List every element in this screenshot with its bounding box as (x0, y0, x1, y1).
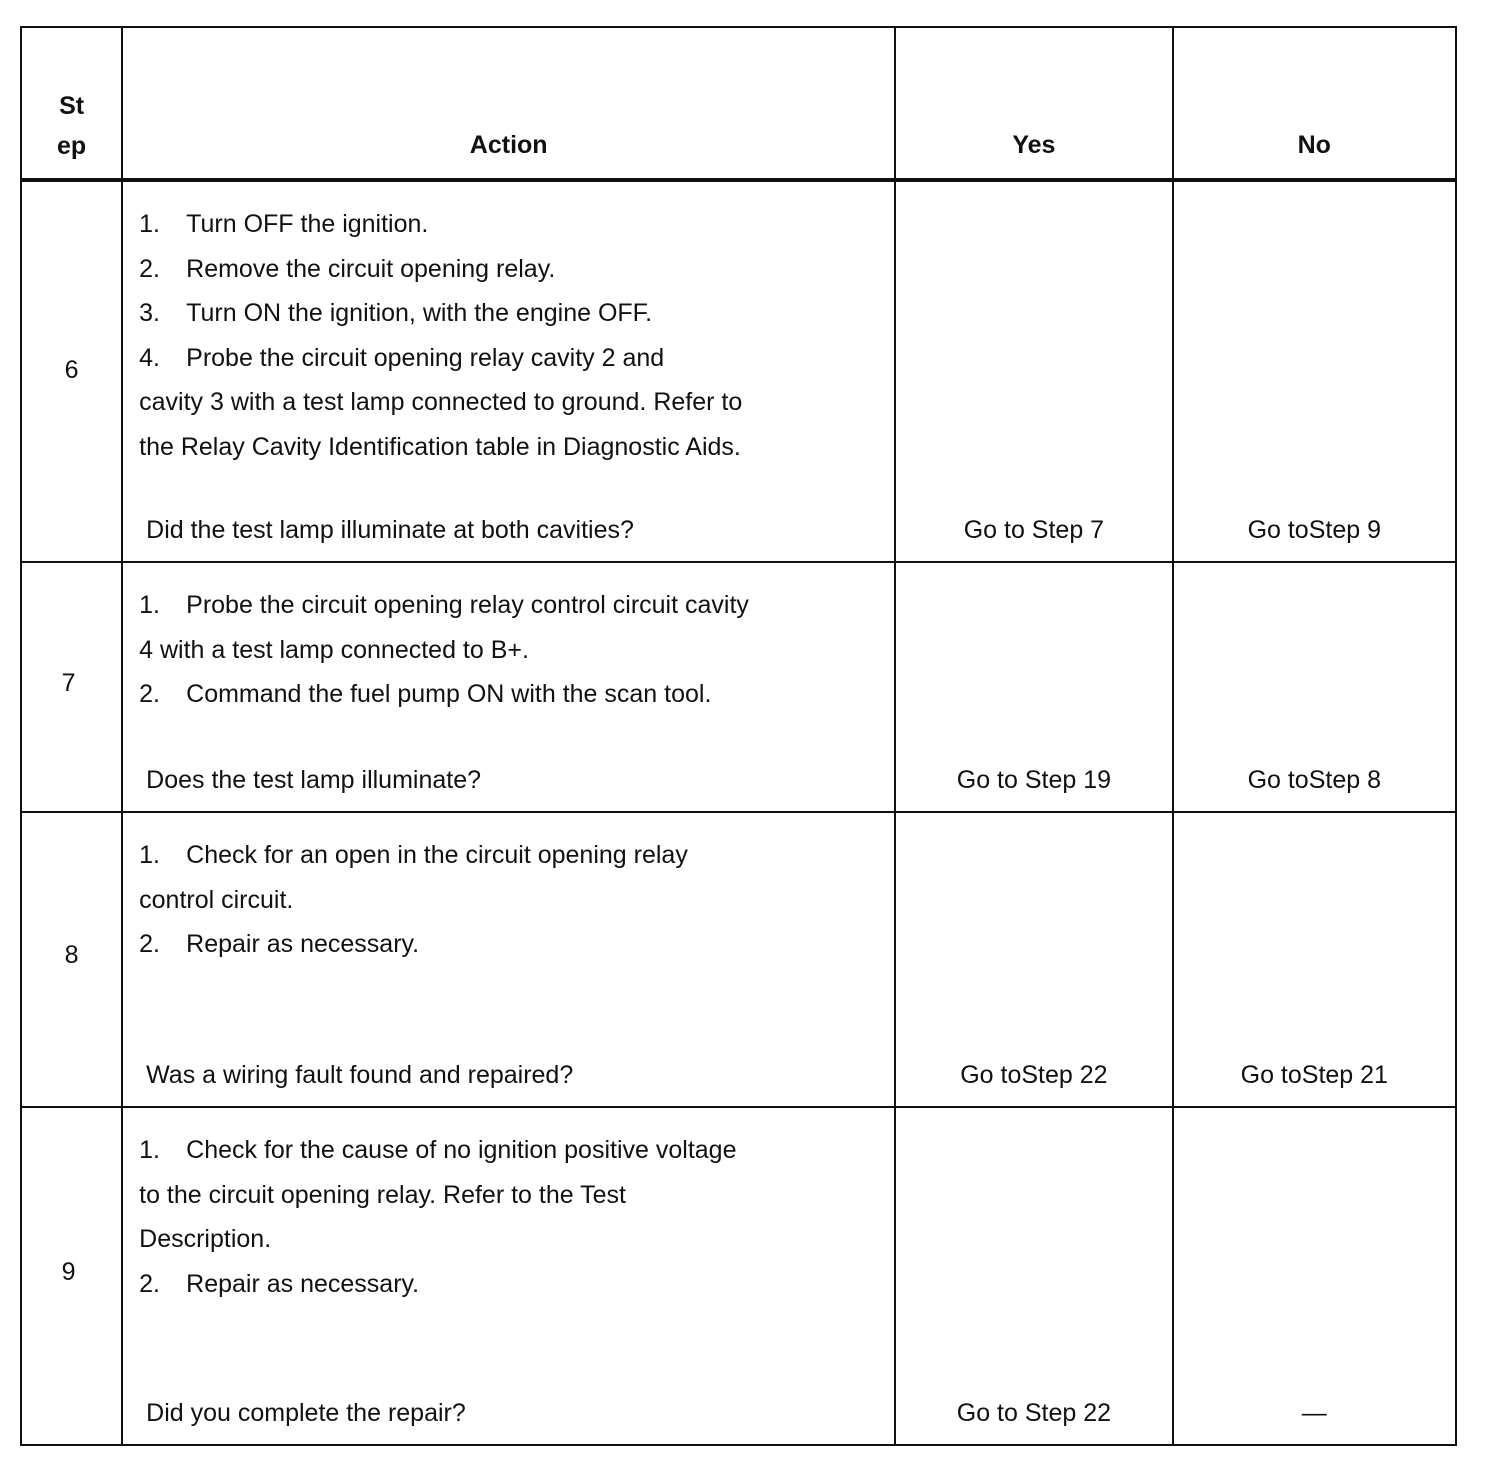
action-line-number: 2. (139, 254, 160, 283)
no-link[interactable]: Go toStep 21 (1240, 1061, 1388, 1089)
action-line-text: Description. (139, 1225, 272, 1254)
action-line-text: Repair as necessary. (186, 1269, 420, 1298)
action-line (139, 247, 884, 292)
action-list (139, 202, 884, 470)
step-number: 9 (61, 1258, 76, 1286)
action-line-number: 1. (139, 591, 160, 619)
action-line-number: 2. (139, 930, 160, 959)
no-link[interactable]: Go toStep 9 (1247, 516, 1381, 544)
action-line-text: Remove the circuit opening relay. (186, 254, 556, 283)
action-line-text: the Relay Cavity Identification table in Diagnostic Aids. (139, 432, 741, 461)
action-list (139, 583, 884, 717)
action-line (139, 672, 884, 717)
step-cell (21, 1107, 122, 1445)
question-text: Does the test lamp illuminate? (146, 766, 482, 794)
action-line-text: control circuit. (139, 885, 294, 914)
yes-link[interactable]: Go to Step 7 (963, 516, 1105, 544)
no-cell (1173, 562, 1456, 812)
step-cell (21, 180, 122, 562)
action-line-text: Check for the cause of no ignition positive voltage (186, 1136, 737, 1164)
action-line (139, 922, 884, 967)
header-action: Action (469, 131, 548, 159)
action-cell (122, 562, 895, 812)
yes-link[interactable]: Go to Step 22 (956, 1399, 1112, 1427)
no-dash: — (1301, 1399, 1327, 1427)
action-line (139, 380, 884, 425)
action-line-text: Turn ON the ignition, with the engine OFF. (186, 299, 653, 328)
action-line-text: 4 with a test lamp connected to B+. (139, 635, 529, 664)
header-step: St ep (56, 92, 87, 160)
diagnostic-table (20, 26, 1457, 1446)
action-line (139, 583, 884, 628)
step-number: 6 (64, 356, 79, 384)
question-text: Did the test lamp illuminate at both cavities? (146, 516, 634, 544)
action-cell (122, 812, 895, 1107)
yes-cell (895, 812, 1172, 1107)
action-line-text: Repair as necessary. (186, 930, 420, 959)
action-line-number: 1. (139, 841, 160, 869)
step-number: 7 (61, 669, 76, 697)
yes-cell (895, 1107, 1172, 1445)
action-line (139, 425, 884, 470)
yes-link[interactable]: Go to Step 19 (956, 766, 1112, 794)
header-no: No (1297, 131, 1331, 159)
action-line-text: Check for an open in the circuit opening relay (186, 841, 688, 869)
action-line-text: Turn OFF the ignition. (186, 210, 429, 238)
action-line-number: 2. (139, 680, 160, 709)
step-cell (21, 812, 122, 1107)
header-yes: Yes (1012, 131, 1056, 159)
header-action-cell (122, 27, 895, 180)
action-line (139, 833, 884, 878)
action-list (139, 1128, 884, 1306)
action-line (139, 628, 884, 673)
action-line (139, 291, 884, 336)
action-line-text: Command the fuel pump ON with the scan tool. (186, 680, 712, 709)
action-line (139, 878, 884, 923)
action-list (139, 833, 884, 967)
action-line-number: 3. (139, 299, 160, 328)
action-line (139, 1173, 884, 1218)
action-line-number: 1. (139, 210, 160, 238)
no-link[interactable]: Go toStep 8 (1247, 766, 1381, 794)
no-cell (1173, 812, 1456, 1107)
step-cell (21, 562, 122, 812)
action-line-number: 4. (139, 343, 160, 372)
table-row (21, 812, 1456, 1107)
action-line-text: Probe the circuit opening relay control circuit cavity (186, 591, 749, 619)
action-line-text: to the circuit opening relay. Refer to the Test (139, 1180, 626, 1209)
table-row (21, 1107, 1456, 1445)
action-line (139, 1217, 884, 1262)
action-line (139, 202, 884, 247)
no-cell (1173, 1107, 1456, 1445)
header-row (21, 27, 1456, 180)
header-no-cell (1173, 27, 1456, 180)
header-step-cell (21, 27, 122, 180)
action-line (139, 1262, 884, 1307)
action-line-text: Probe the circuit opening relay cavity 2 and (186, 343, 665, 372)
question-text: Did you complete the repair? (146, 1399, 466, 1427)
action-cell (122, 1107, 895, 1445)
action-line (139, 1128, 884, 1173)
question-text: Was a wiring fault found and repaired? (146, 1061, 574, 1089)
header-yes-cell (895, 27, 1172, 180)
table-body (21, 180, 1456, 1445)
action-line-number: 1. (139, 1136, 160, 1164)
table-row (21, 180, 1456, 562)
step-number: 8 (64, 941, 79, 969)
yes-link[interactable]: Go toStep 22 (960, 1061, 1108, 1089)
yes-cell (895, 562, 1172, 812)
action-line-text: cavity 3 with a test lamp connected to ground. Refer to (139, 388, 743, 417)
table-row (21, 562, 1456, 812)
action-line (139, 336, 884, 381)
yes-cell (895, 180, 1172, 562)
action-line-number: 2. (139, 1269, 160, 1298)
no-cell (1173, 180, 1456, 562)
action-cell (122, 180, 895, 562)
